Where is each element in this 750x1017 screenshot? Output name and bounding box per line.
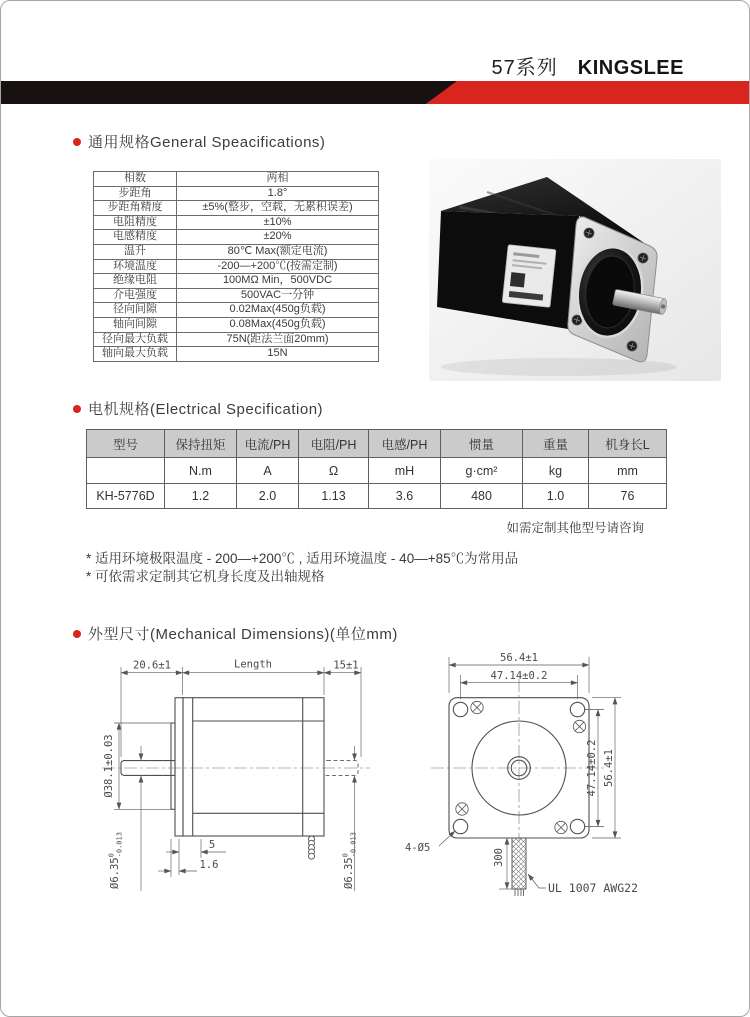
table-row: [94, 303, 379, 318]
red-bullet-icon: [73, 630, 81, 638]
col-header: 电感/PH: [369, 430, 441, 458]
spec-label: 径向最大负载: [94, 332, 177, 347]
unit-cell: N.m: [165, 458, 237, 484]
unit-cell: Ω: [299, 458, 369, 484]
footnote-2: * 可依需求定制其它机身长度及出轴规格: [86, 569, 325, 584]
mounting-hole: [570, 819, 584, 833]
custom-hint: 如需定制其他型号请咨询: [506, 521, 644, 535]
table-row: [94, 332, 379, 347]
spec-value: 75N(距法兰面20mm): [177, 332, 379, 347]
model-cell: KH-5776D: [87, 484, 165, 509]
motor-photo: [429, 159, 721, 381]
banner-black-stripe: [1, 81, 458, 104]
col-header: 保持扭矩: [165, 430, 237, 458]
dim-cable-length: 300: [493, 848, 505, 867]
spec-value: 80℃ Max(额定电流): [177, 244, 379, 259]
mounting-hole: [453, 819, 467, 833]
value-cell: 1.2: [165, 484, 237, 509]
spec-label: 相数: [94, 172, 177, 187]
value-cell: 480: [441, 484, 523, 509]
value-cell: 3.6: [369, 484, 441, 509]
spec-value: 0.08Max(450g负载): [177, 317, 379, 332]
table-row: [94, 288, 379, 303]
table-row: [94, 172, 379, 187]
col-header: 型号: [87, 430, 165, 458]
cable: [512, 838, 526, 889]
value-cell: 1.13: [299, 484, 369, 509]
table-row: [94, 317, 379, 332]
cable-wires: [515, 889, 524, 896]
spec-label: 步距角精度: [94, 201, 177, 216]
brand-logo: KINGSLEE: [577, 57, 684, 79]
section-title-general: [73, 131, 325, 152]
drawing-side-view: [96, 649, 396, 919]
section-title-electrical: [73, 398, 323, 419]
spec-label: 径向间隙: [94, 303, 177, 318]
table-row: [94, 274, 379, 289]
spec-value: 1.8°: [177, 186, 379, 201]
section-title-text: 电机规格(Electrical Specification): [88, 401, 324, 418]
spec-value: 100MΩ Min，500VDC: [177, 274, 379, 289]
header: [1, 51, 684, 80]
spec-value: 0.02Max(450g负载): [177, 303, 379, 318]
spec-label: 绝缘电阻: [94, 274, 177, 289]
dim-shaft-dia-rear: Ø6.35$^0$-0.013: [341, 832, 358, 889]
table-row: [94, 201, 379, 216]
spec-value: 两相: [177, 172, 379, 187]
spec-label: 轴向最大负载: [94, 347, 177, 362]
red-bullet-icon: [73, 405, 81, 413]
spec-value: ±5%(整步，空载，无累积误差): [177, 201, 379, 216]
electrical-spec-table: [86, 429, 667, 509]
dim-outer-height: 56.4±1: [603, 749, 615, 787]
mounting-hole: [453, 702, 467, 716]
section-title-text: 外型尺寸(Mechanical Dimensions)(单位mm): [88, 626, 398, 643]
spec-label: 电感精度: [94, 230, 177, 245]
dim-length: Length: [234, 658, 272, 671]
dim-shaft-front: 20.6±1: [133, 659, 171, 672]
table-row: [94, 244, 379, 259]
table-row: [94, 230, 379, 245]
general-spec-table: [93, 171, 379, 362]
table-units-row: [87, 458, 667, 484]
spec-label: 步距角: [94, 186, 177, 201]
unit-cell: mH: [369, 458, 441, 484]
dim-shaft-rear: 15±1: [333, 659, 359, 672]
unit-cell: [87, 458, 165, 484]
spec-value: 500VAC一分钟: [177, 288, 379, 303]
footnotes: [86, 550, 518, 586]
unit-cell: kg: [523, 458, 589, 484]
table-row: [94, 215, 379, 230]
drawing-front-view: [401, 649, 701, 919]
dim-hole-spacing-h: 47.14±0.2: [586, 739, 598, 797]
unit-cell: g·cm²: [441, 458, 523, 484]
dim-hole-spacing-w: 47.14±0.2: [490, 670, 548, 682]
motor-outline-side: [121, 698, 358, 860]
dim-shaft-dia-front: Ø6.35$^0$-0.013: [107, 832, 124, 889]
spec-value: -200—+200℃(按需定制): [177, 259, 379, 274]
dim-mounting-holes: 4-Ø5: [405, 842, 431, 854]
col-header: 电阻/PH: [299, 430, 369, 458]
mounting-hole: [570, 702, 584, 716]
spec-value: ±10%: [177, 215, 379, 230]
table-row: [94, 259, 379, 274]
table-row: [94, 186, 379, 201]
value-cell: 2.0: [237, 484, 299, 509]
unit-cell: A: [237, 458, 299, 484]
col-header: 惯量: [441, 430, 523, 458]
value-cell: 76: [589, 484, 667, 509]
value-cell: 1.0: [523, 484, 589, 509]
red-bullet-icon: [73, 138, 81, 146]
col-header: 电流/PH: [237, 430, 299, 458]
cable-side: [309, 836, 315, 859]
cable-spec-label: UL 1007 AWG22: [548, 881, 639, 895]
motor-label: [502, 245, 556, 308]
dim-flange-thickness: 1.6: [199, 859, 219, 871]
banner-red-stripe: [426, 81, 750, 104]
dim-front-step: 5: [208, 839, 216, 851]
spec-label: 环境温度: [94, 259, 177, 274]
section-title-text: 通用规格General Speacifications): [88, 134, 326, 151]
footnote-1: * 适用环境极限温度 - 200—+200℃ , 适用环境温度 - 40—+85℃为常用品: [86, 551, 519, 566]
col-header: 重量: [523, 430, 589, 458]
spec-value: 15N: [177, 347, 379, 362]
spec-label: 温升: [94, 244, 177, 259]
table-header-row: [87, 430, 667, 458]
section-title-mechanical: [73, 623, 398, 644]
spec-label: 介电强度: [94, 288, 177, 303]
table-data-row: [87, 484, 667, 509]
unit-cell: mm: [589, 458, 667, 484]
spec-label: 轴向间隙: [94, 317, 177, 332]
dim-boss-dia: Ø38.1±0.03: [103, 734, 115, 798]
spec-value: ±20%: [177, 230, 379, 245]
col-header: 机身长L: [589, 430, 667, 458]
dimensions-side: [103, 659, 361, 892]
series-label: 57系列: [491, 57, 558, 79]
dim-outer-width: 56.4±1: [500, 652, 538, 664]
table-row: [94, 347, 379, 362]
spec-label: 电阻精度: [94, 215, 177, 230]
